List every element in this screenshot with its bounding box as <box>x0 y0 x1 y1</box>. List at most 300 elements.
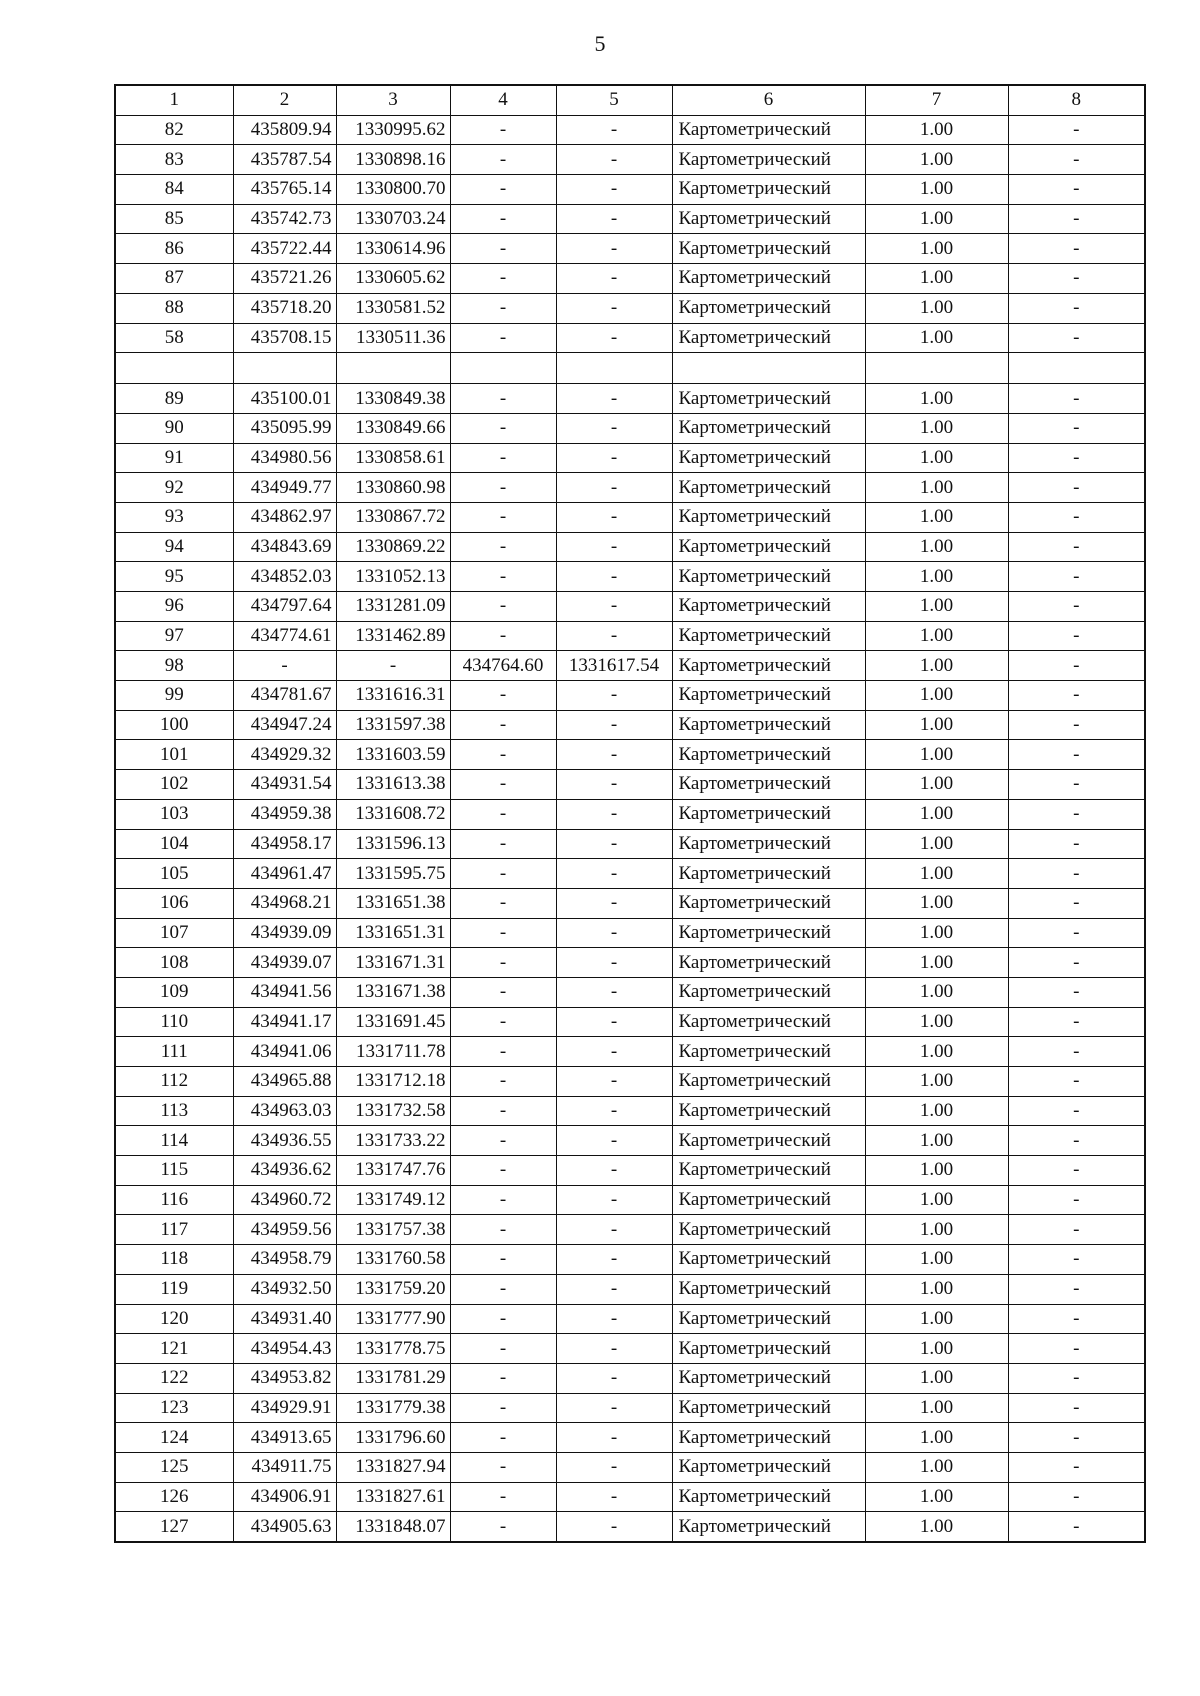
point-number-cell: 119 <box>115 1274 233 1304</box>
y-coordinate-alt-cell: - <box>556 740 672 770</box>
y-coordinate-alt-cell: - <box>556 1185 672 1215</box>
x-coordinate-cell: 434781.67 <box>233 681 336 711</box>
x-coordinate-cell: 435742.73 <box>233 204 336 234</box>
note-cell: - <box>1008 829 1145 859</box>
note-cell: - <box>1008 1334 1145 1364</box>
y-coordinate-alt-cell: - <box>556 799 672 829</box>
table-row <box>115 710 1145 740</box>
x-coordinate-alt-cell: - <box>450 1156 556 1186</box>
method-cell: Картометрический <box>672 175 865 205</box>
point-number-cell: 117 <box>115 1215 233 1245</box>
x-coordinate-alt-cell: - <box>450 681 556 711</box>
y-coordinate-cell: 1331596.13 <box>336 829 450 859</box>
x-coordinate-cell: 434949.77 <box>233 473 336 503</box>
accuracy-cell: 1.00 <box>865 1393 1008 1423</box>
accuracy-cell: 1.00 <box>865 770 1008 800</box>
method-cell: Картометрический <box>672 710 865 740</box>
note-cell: - <box>1008 681 1145 711</box>
x-coordinate-alt-cell: - <box>450 1245 556 1275</box>
x-coordinate-cell: 434932.50 <box>233 1274 336 1304</box>
method-cell: Картометрический <box>672 651 865 681</box>
y-coordinate-cell: 1331796.60 <box>336 1423 450 1453</box>
x-coordinate-alt-cell: - <box>450 710 556 740</box>
note-cell: - <box>1008 1007 1145 1037</box>
method-cell: Картометрический <box>672 621 865 651</box>
accuracy-cell: 1.00 <box>865 1512 1008 1542</box>
y-coordinate-cell <box>336 353 450 384</box>
table-row <box>115 1304 1145 1334</box>
accuracy-cell: 1.00 <box>865 1452 1008 1482</box>
table-row <box>115 1512 1145 1542</box>
method-cell: Картометрический <box>672 1067 865 1097</box>
table-row <box>115 1096 1145 1126</box>
point-number-cell: 114 <box>115 1126 233 1156</box>
accuracy-cell: 1.00 <box>865 918 1008 948</box>
y-coordinate-cell: 1330860.98 <box>336 473 450 503</box>
table-row <box>115 413 1145 443</box>
x-coordinate-cell: 434931.40 <box>233 1304 336 1334</box>
y-coordinate-cell: 1330869.22 <box>336 532 450 562</box>
y-coordinate-cell: 1331281.09 <box>336 592 450 622</box>
accuracy-cell: 1.00 <box>865 204 1008 234</box>
table-row <box>115 770 1145 800</box>
x-coordinate-cell: 434862.97 <box>233 502 336 532</box>
y-coordinate-alt-cell: - <box>556 1126 672 1156</box>
y-coordinate-alt-cell: - <box>556 1363 672 1393</box>
table-row <box>115 918 1145 948</box>
table-row <box>115 1126 1145 1156</box>
accuracy-cell: 1.00 <box>865 1126 1008 1156</box>
y-coordinate-cell: 1331603.59 <box>336 740 450 770</box>
method-cell: Картометрический <box>672 1304 865 1334</box>
table-row <box>115 145 1145 175</box>
x-coordinate-cell: 434931.54 <box>233 770 336 800</box>
x-coordinate-alt-cell: - <box>450 145 556 175</box>
y-coordinate-cell: 1330995.62 <box>336 115 450 145</box>
x-coordinate-alt-cell: - <box>450 502 556 532</box>
x-coordinate-alt-cell: - <box>450 175 556 205</box>
note-cell: - <box>1008 1185 1145 1215</box>
x-coordinate-alt-cell: 434764.60 <box>450 651 556 681</box>
note-cell: - <box>1008 1393 1145 1423</box>
note-cell: - <box>1008 293 1145 323</box>
x-coordinate-alt-cell: - <box>450 413 556 443</box>
point-number-cell: 90 <box>115 413 233 443</box>
y-coordinate-cell: 1330867.72 <box>336 502 450 532</box>
x-coordinate-cell: 434968.21 <box>233 888 336 918</box>
table-row <box>115 1274 1145 1304</box>
method-cell: Картометрический <box>672 948 865 978</box>
table-row <box>115 948 1145 978</box>
table-row <box>115 859 1145 889</box>
accuracy-cell: 1.00 <box>865 443 1008 473</box>
table-row <box>115 621 1145 651</box>
method-cell: Картометрический <box>672 918 865 948</box>
note-cell: - <box>1008 1363 1145 1393</box>
note-cell: - <box>1008 175 1145 205</box>
y-coordinate-alt-cell: - <box>556 115 672 145</box>
method-cell: Картометрический <box>672 562 865 592</box>
point-number-cell: 124 <box>115 1423 233 1453</box>
table-row <box>115 1007 1145 1037</box>
note-cell: - <box>1008 1304 1145 1334</box>
y-coordinate-cell: 1330849.38 <box>336 384 450 414</box>
x-coordinate-alt-cell: - <box>450 592 556 622</box>
accuracy-cell: 1.00 <box>865 323 1008 353</box>
note-cell: - <box>1008 770 1145 800</box>
point-number-cell: 98 <box>115 651 233 681</box>
y-coordinate-cell: 1330511.36 <box>336 323 450 353</box>
note-cell: - <box>1008 473 1145 503</box>
table-row <box>115 977 1145 1007</box>
x-coordinate-cell: 434959.56 <box>233 1215 336 1245</box>
x-coordinate-alt-cell: - <box>450 293 556 323</box>
y-coordinate-cell: 1331608.72 <box>336 799 450 829</box>
table-row <box>115 323 1145 353</box>
point-number-cell: 102 <box>115 770 233 800</box>
y-coordinate-alt-cell: - <box>556 1334 672 1364</box>
x-coordinate-alt-cell: - <box>450 264 556 294</box>
x-coordinate-alt-cell: - <box>450 770 556 800</box>
method-cell: Картометрический <box>672 323 865 353</box>
x-coordinate-cell: 434936.62 <box>233 1156 336 1186</box>
x-coordinate-cell: 434939.07 <box>233 948 336 978</box>
note-cell: - <box>1008 234 1145 264</box>
table-row <box>115 1482 1145 1512</box>
accuracy-cell: 1.00 <box>865 562 1008 592</box>
y-coordinate-cell: 1331597.38 <box>336 710 450 740</box>
point-number-cell: 104 <box>115 829 233 859</box>
note-cell: - <box>1008 651 1145 681</box>
header-cell: 1 <box>115 85 233 115</box>
method-cell: Картометрический <box>672 681 865 711</box>
accuracy-cell: 1.00 <box>865 175 1008 205</box>
x-coordinate-cell: 434929.32 <box>233 740 336 770</box>
method-cell: Картометрический <box>672 413 865 443</box>
accuracy-cell: 1.00 <box>865 1304 1008 1334</box>
accuracy-cell: 1.00 <box>865 1215 1008 1245</box>
method-cell: Картометрический <box>672 829 865 859</box>
point-number-cell: 100 <box>115 710 233 740</box>
x-coordinate-alt-cell: - <box>450 1274 556 1304</box>
accuracy-cell: 1.00 <box>865 710 1008 740</box>
x-coordinate-cell: 434953.82 <box>233 1363 336 1393</box>
y-coordinate-alt-cell: - <box>556 384 672 414</box>
table-row <box>115 1037 1145 1067</box>
x-coordinate-alt-cell: - <box>450 1363 556 1393</box>
note-cell: - <box>1008 799 1145 829</box>
x-coordinate-alt-cell: - <box>450 1037 556 1067</box>
y-coordinate-alt-cell: - <box>556 1423 672 1453</box>
y-coordinate-alt-cell: - <box>556 1482 672 1512</box>
table-row <box>115 1156 1145 1186</box>
y-coordinate-alt-cell: - <box>556 175 672 205</box>
x-coordinate-alt-cell: - <box>450 532 556 562</box>
method-cell: Картометрический <box>672 977 865 1007</box>
header-cell: 7 <box>865 85 1008 115</box>
accuracy-cell: 1.00 <box>865 888 1008 918</box>
note-cell: - <box>1008 621 1145 651</box>
note-cell: - <box>1008 264 1145 294</box>
table-row <box>115 1215 1145 1245</box>
note-cell: - <box>1008 888 1145 918</box>
y-coordinate-alt-cell: - <box>556 948 672 978</box>
method-cell <box>672 353 865 384</box>
x-coordinate-cell: 435718.20 <box>233 293 336 323</box>
point-number-cell: 92 <box>115 473 233 503</box>
accuracy-cell: 1.00 <box>865 592 1008 622</box>
x-coordinate-cell: 435708.15 <box>233 323 336 353</box>
x-coordinate-cell: 434936.55 <box>233 1126 336 1156</box>
table-row <box>115 562 1145 592</box>
y-coordinate-cell: 1331613.38 <box>336 770 450 800</box>
note-cell <box>1008 353 1145 384</box>
x-coordinate-alt-cell: - <box>450 621 556 651</box>
y-coordinate-cell: 1331827.61 <box>336 1482 450 1512</box>
accuracy-cell: 1.00 <box>865 413 1008 443</box>
y-coordinate-alt-cell: - <box>556 770 672 800</box>
y-coordinate-alt-cell <box>556 353 672 384</box>
table-row <box>115 115 1145 145</box>
y-coordinate-cell: 1331651.38 <box>336 888 450 918</box>
y-coordinate-alt-cell: 1331617.54 <box>556 651 672 681</box>
accuracy-cell: 1.00 <box>865 1334 1008 1364</box>
accuracy-cell: 1.00 <box>865 799 1008 829</box>
accuracy-cell: 1.00 <box>865 532 1008 562</box>
point-number-cell: 58 <box>115 323 233 353</box>
x-coordinate-cell: 434797.64 <box>233 592 336 622</box>
x-coordinate-cell: - <box>233 651 336 681</box>
y-coordinate-cell: 1331711.78 <box>336 1037 450 1067</box>
header-cell: 5 <box>556 85 672 115</box>
y-coordinate-alt-cell: - <box>556 502 672 532</box>
accuracy-cell: 1.00 <box>865 145 1008 175</box>
y-coordinate-alt-cell: - <box>556 145 672 175</box>
point-number-cell: 123 <box>115 1393 233 1423</box>
note-cell: - <box>1008 384 1145 414</box>
point-number-cell: 109 <box>115 977 233 1007</box>
method-cell: Картометрический <box>672 234 865 264</box>
table-row <box>115 473 1145 503</box>
y-coordinate-cell: 1331732.58 <box>336 1096 450 1126</box>
x-coordinate-cell: 434939.09 <box>233 918 336 948</box>
table-row <box>115 264 1145 294</box>
note-cell: - <box>1008 1482 1145 1512</box>
y-coordinate-cell: 1331757.38 <box>336 1215 450 1245</box>
y-coordinate-cell: - <box>336 651 450 681</box>
y-coordinate-cell: 1331759.20 <box>336 1274 450 1304</box>
note-cell: - <box>1008 502 1145 532</box>
x-coordinate-alt-cell: - <box>450 829 556 859</box>
header-cell: 6 <box>672 85 865 115</box>
x-coordinate-cell: 434941.17 <box>233 1007 336 1037</box>
accuracy-cell: 1.00 <box>865 681 1008 711</box>
x-coordinate-alt-cell: - <box>450 1126 556 1156</box>
note-cell: - <box>1008 859 1145 889</box>
x-coordinate-cell: 434958.17 <box>233 829 336 859</box>
method-cell: Картометрический <box>672 115 865 145</box>
table-row <box>115 829 1145 859</box>
point-number-cell: 88 <box>115 293 233 323</box>
x-coordinate-cell: 435787.54 <box>233 145 336 175</box>
note-cell: - <box>1008 1067 1145 1097</box>
x-coordinate-cell: 434852.03 <box>233 562 336 592</box>
method-cell: Картометрический <box>672 532 865 562</box>
y-coordinate-cell: 1331691.45 <box>336 1007 450 1037</box>
x-coordinate-alt-cell: - <box>450 1482 556 1512</box>
table-body <box>115 85 1145 1542</box>
header-cell: 4 <box>450 85 556 115</box>
table-row <box>115 681 1145 711</box>
x-coordinate-cell: 435765.14 <box>233 175 336 205</box>
accuracy-cell: 1.00 <box>865 1274 1008 1304</box>
y-coordinate-alt-cell: - <box>556 413 672 443</box>
x-coordinate-cell: 434954.43 <box>233 1334 336 1364</box>
x-coordinate-cell: 435721.26 <box>233 264 336 294</box>
method-cell: Картометрический <box>672 1185 865 1215</box>
method-cell: Картометрический <box>672 443 865 473</box>
point-number-cell: 107 <box>115 918 233 948</box>
accuracy-cell: 1.00 <box>865 1482 1008 1512</box>
x-coordinate-alt-cell: - <box>450 234 556 264</box>
y-coordinate-cell: 1330898.16 <box>336 145 450 175</box>
point-number-cell: 111 <box>115 1037 233 1067</box>
accuracy-cell: 1.00 <box>865 1096 1008 1126</box>
x-coordinate-cell: 434963.03 <box>233 1096 336 1126</box>
x-coordinate-cell: 434905.63 <box>233 1512 336 1542</box>
table-row <box>115 1245 1145 1275</box>
method-cell: Картометрический <box>672 799 865 829</box>
y-coordinate-cell: 1331827.94 <box>336 1452 450 1482</box>
note-cell: - <box>1008 1274 1145 1304</box>
point-number-cell: 127 <box>115 1512 233 1542</box>
y-coordinate-alt-cell: - <box>556 592 672 622</box>
method-cell: Картометрический <box>672 1274 865 1304</box>
method-cell: Картометрический <box>672 264 865 294</box>
point-number-cell: 108 <box>115 948 233 978</box>
y-coordinate-alt-cell: - <box>556 1274 672 1304</box>
y-coordinate-alt-cell: - <box>556 1512 672 1542</box>
table-row <box>115 234 1145 264</box>
note-cell: - <box>1008 948 1145 978</box>
method-cell: Картометрический <box>672 293 865 323</box>
x-coordinate-cell: 434965.88 <box>233 1067 336 1097</box>
point-number-cell: 93 <box>115 502 233 532</box>
accuracy-cell: 1.00 <box>865 1037 1008 1067</box>
note-cell: - <box>1008 1037 1145 1067</box>
point-number-cell: 84 <box>115 175 233 205</box>
point-number-cell: 120 <box>115 1304 233 1334</box>
x-coordinate-alt-cell: - <box>450 888 556 918</box>
accuracy-cell: 1.00 <box>865 384 1008 414</box>
y-coordinate-cell: 1331778.75 <box>336 1334 450 1364</box>
y-coordinate-alt-cell: - <box>556 888 672 918</box>
x-coordinate-cell: 434960.72 <box>233 1185 336 1215</box>
method-cell: Картометрический <box>672 1363 865 1393</box>
point-number-cell: 115 <box>115 1156 233 1186</box>
method-cell: Картометрический <box>672 1245 865 1275</box>
y-coordinate-alt-cell: - <box>556 829 672 859</box>
y-coordinate-alt-cell: - <box>556 621 672 651</box>
point-number-cell: 113 <box>115 1096 233 1126</box>
note-cell: - <box>1008 1156 1145 1186</box>
note-cell: - <box>1008 145 1145 175</box>
table-row <box>115 293 1145 323</box>
y-coordinate-alt-cell: - <box>556 1245 672 1275</box>
x-coordinate-alt-cell: - <box>450 1067 556 1097</box>
point-number-cell: 101 <box>115 740 233 770</box>
point-number-cell: 103 <box>115 799 233 829</box>
coordinates-table <box>114 84 1146 1543</box>
accuracy-cell: 1.00 <box>865 1067 1008 1097</box>
y-coordinate-cell: 1331747.76 <box>336 1156 450 1186</box>
x-coordinate-alt-cell: - <box>450 1423 556 1453</box>
method-cell: Картометрический <box>672 1452 865 1482</box>
point-number-cell: 118 <box>115 1245 233 1275</box>
method-cell: Картометрический <box>672 1096 865 1126</box>
method-cell: Картометрический <box>672 1126 865 1156</box>
y-coordinate-cell: 1330614.96 <box>336 234 450 264</box>
x-coordinate-cell: 434958.79 <box>233 1245 336 1275</box>
point-number-cell: 121 <box>115 1334 233 1364</box>
point-number-cell: 122 <box>115 1363 233 1393</box>
note-cell: - <box>1008 1126 1145 1156</box>
point-number-cell: 97 <box>115 621 233 651</box>
y-coordinate-cell: 1331651.31 <box>336 918 450 948</box>
x-coordinate-cell: 434947.24 <box>233 710 336 740</box>
note-cell: - <box>1008 740 1145 770</box>
note-cell: - <box>1008 710 1145 740</box>
x-coordinate-cell: 434941.56 <box>233 977 336 1007</box>
method-cell: Картометрический <box>672 1393 865 1423</box>
y-coordinate-cell: 1331760.58 <box>336 1245 450 1275</box>
method-cell: Картометрический <box>672 204 865 234</box>
x-coordinate-alt-cell: - <box>450 1512 556 1542</box>
x-coordinate-alt-cell <box>450 353 556 384</box>
x-coordinate-alt-cell: - <box>450 740 556 770</box>
x-coordinate-cell: 434843.69 <box>233 532 336 562</box>
y-coordinate-alt-cell: - <box>556 1452 672 1482</box>
y-coordinate-alt-cell: - <box>556 473 672 503</box>
y-coordinate-alt-cell: - <box>556 443 672 473</box>
table-row <box>115 1334 1145 1364</box>
note-cell: - <box>1008 977 1145 1007</box>
point-number-cell: 116 <box>115 1185 233 1215</box>
y-coordinate-alt-cell: - <box>556 323 672 353</box>
table-row <box>115 592 1145 622</box>
method-cell: Картометрический <box>672 1512 865 1542</box>
y-coordinate-alt-cell: - <box>556 710 672 740</box>
note-cell: - <box>1008 204 1145 234</box>
x-coordinate-cell: 434959.38 <box>233 799 336 829</box>
x-coordinate-alt-cell: - <box>450 323 556 353</box>
x-coordinate-cell: 435809.94 <box>233 115 336 145</box>
y-coordinate-cell: 1331671.31 <box>336 948 450 978</box>
note-cell: - <box>1008 532 1145 562</box>
accuracy-cell: 1.00 <box>865 1423 1008 1453</box>
y-coordinate-alt-cell: - <box>556 532 672 562</box>
x-coordinate-cell: 435095.99 <box>233 413 336 443</box>
point-number-cell: 87 <box>115 264 233 294</box>
table-row <box>115 1363 1145 1393</box>
point-number-cell: 83 <box>115 145 233 175</box>
x-coordinate-alt-cell: - <box>450 1215 556 1245</box>
x-coordinate-alt-cell: - <box>450 1452 556 1482</box>
x-coordinate-cell: 434980.56 <box>233 443 336 473</box>
method-cell: Картометрический <box>672 740 865 770</box>
table-row <box>115 651 1145 681</box>
point-number-cell: 112 <box>115 1067 233 1097</box>
